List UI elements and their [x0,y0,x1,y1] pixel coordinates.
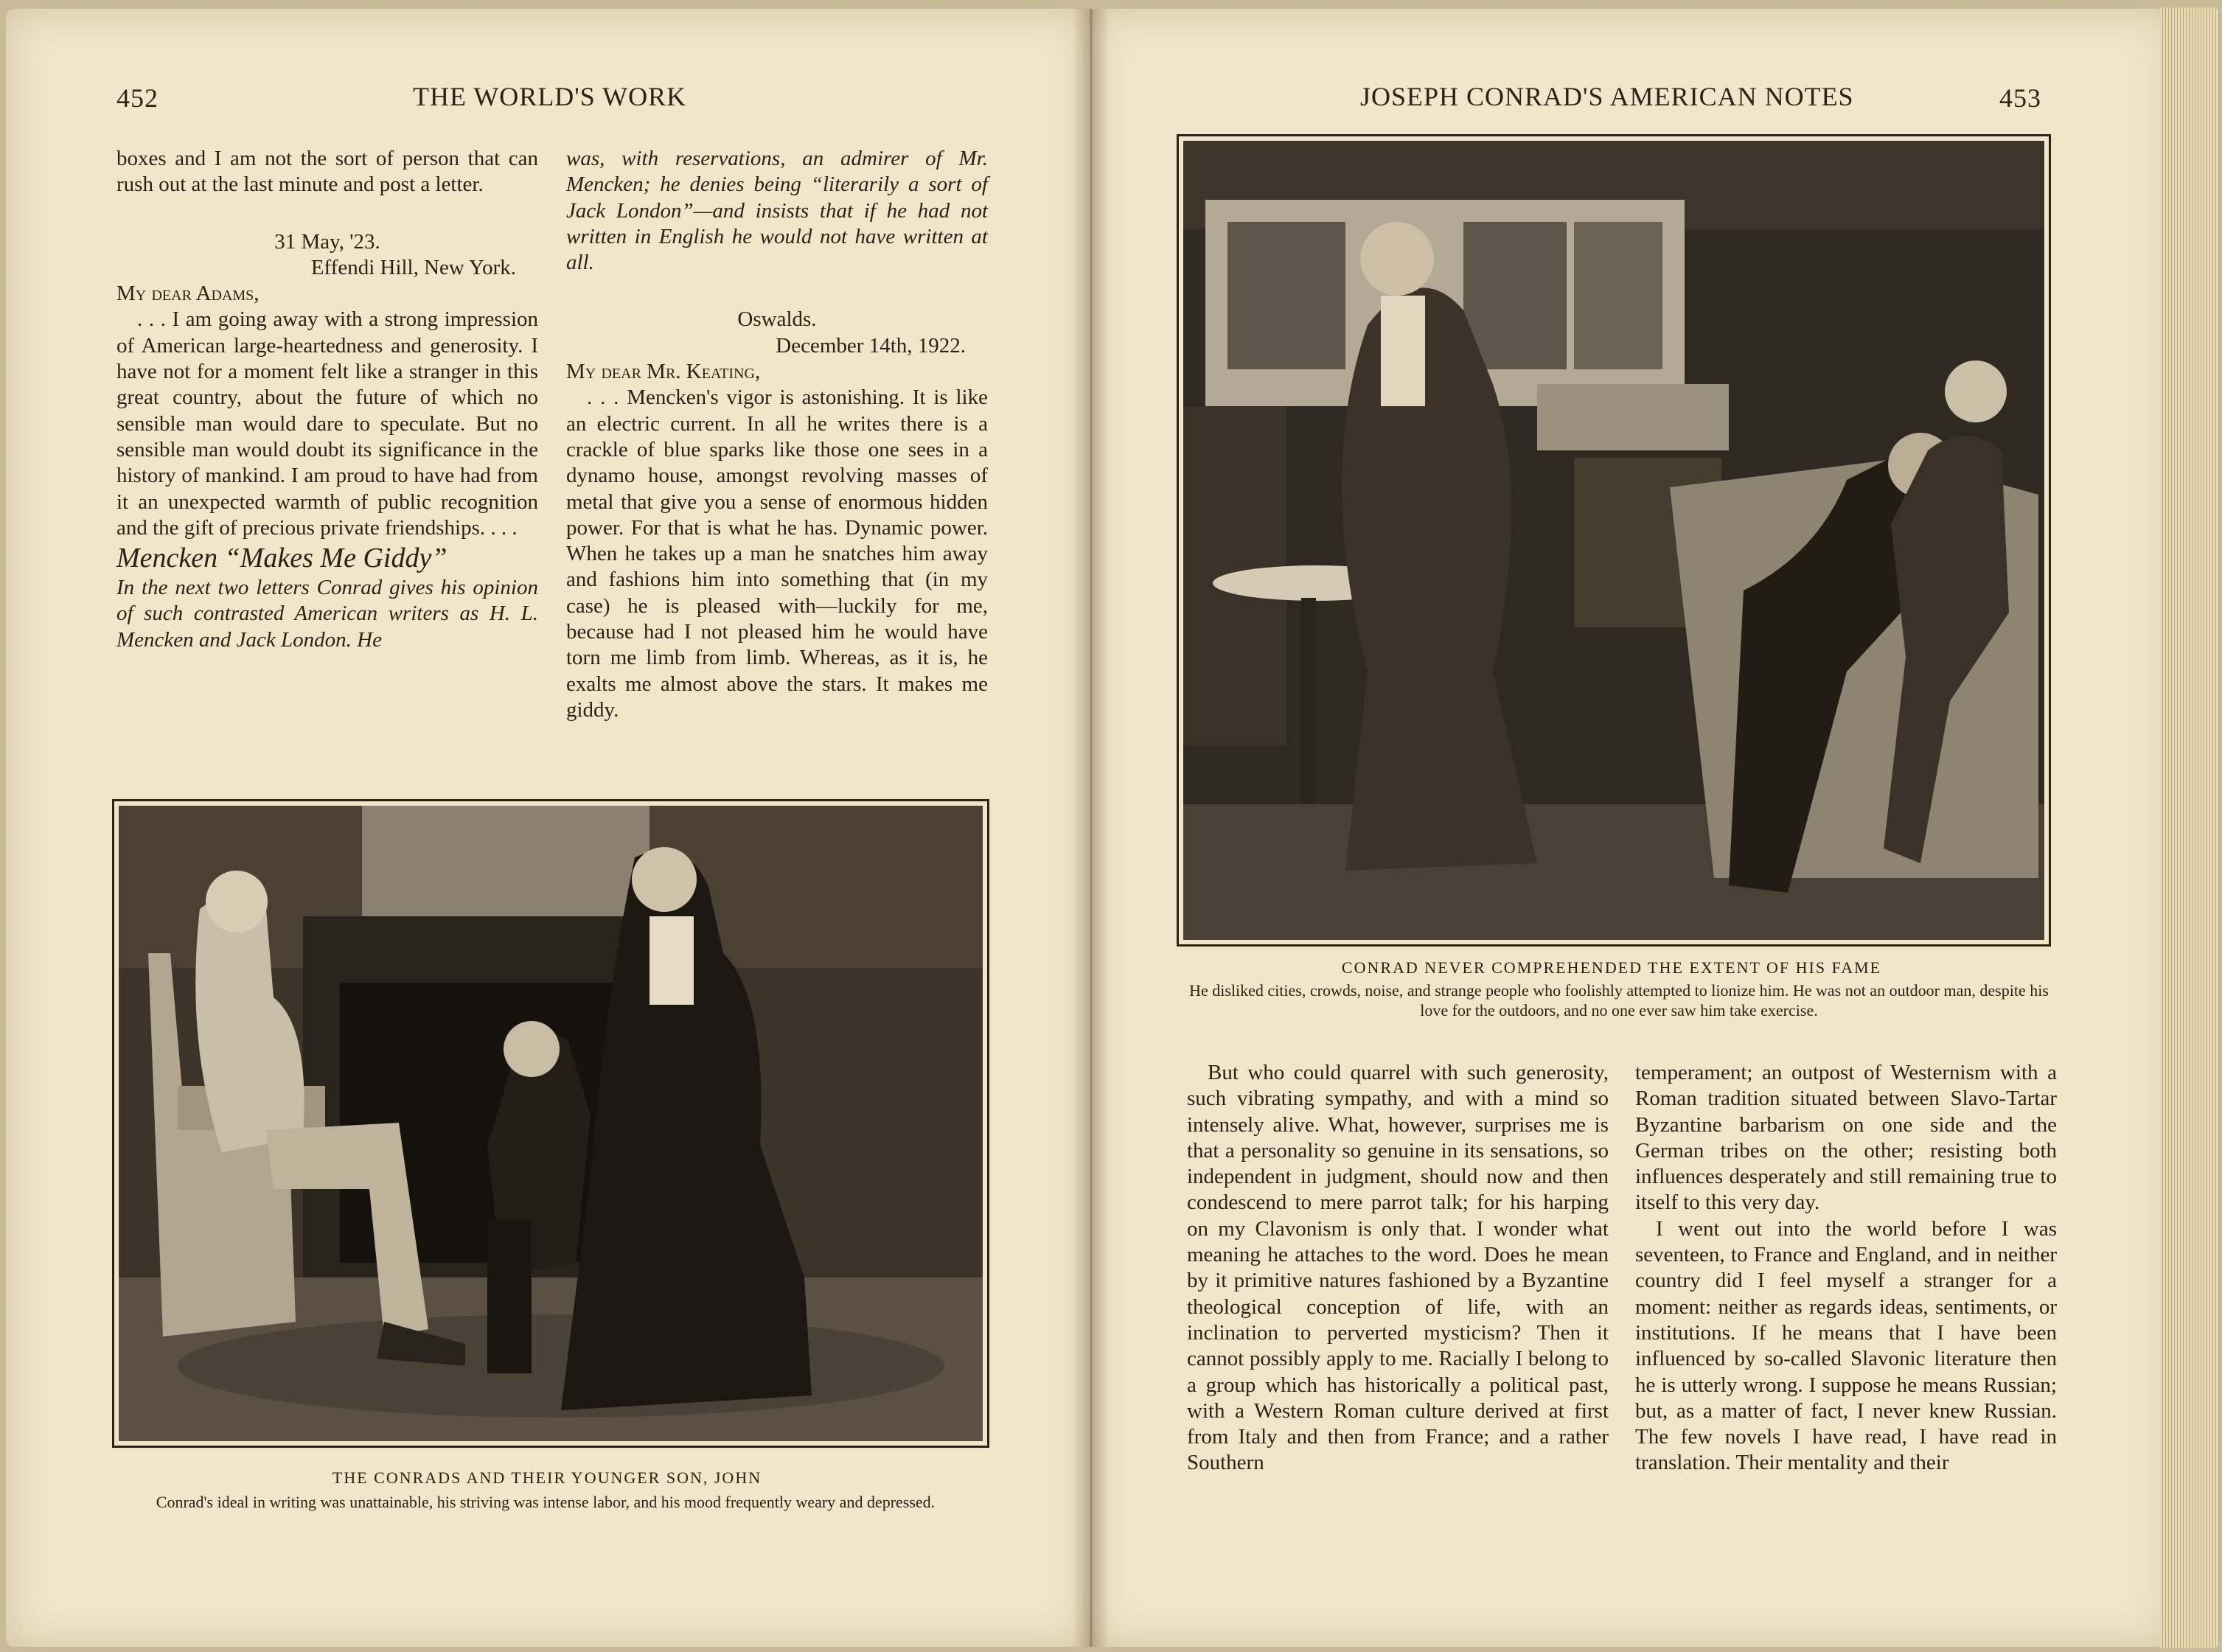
book-gutter [1073,9,1110,1647]
photo-image [1183,141,2044,940]
letter-date: 31 May, '23. [274,229,380,254]
right-column-2 [1635,1060,2057,1477]
running-head-left: THE WORLD'S WORK [413,82,687,111]
body-paragraph: I went out into the world before I was seventeen, to France and England, and in neither country did I feel myself a stranger for a moment: neither as regards ideas, sentiments, or institutions. If he means that I have been influenced by so-called Slavonic literature then he is utterly wrong. I suppose he means Russian; but, as a matter of fact, I never knew Russian. The few novels I have read, I have read in translation. Their mentality and their [1635,1216,2057,1475]
photo-image [119,806,983,1441]
letter-place: Effendi Hill, New York. [310,255,516,279]
page-number-left: 452 [116,83,159,113]
letter-body: . . . I am going away with a strong impression of American large-heartedness and generosity. I have not for a moment felt like a stranger in this great country, about the future of which no sensible man would dare to speculate. But no sensible man would doubt its significance in the history of mankind. I am proud to have had from it an unexpected warmth of public recognition and the gift of precious private friendships. . . . [116,307,538,540]
section-intro: In the next two letters Conrad gives his opinion of such contrasted American writers as H. L. Mencken and Jack London. He [116,576,538,652]
letter-salutation: My dear Mr. Keating, [566,360,761,384]
caption-text-right: He disliked cities, crowds, noise, and strange people who foolishly attempted to lionize him. He was not an outdoor man, despite his love for the outdoors, and no one ever saw him take exercise. [1189,981,2049,1020]
letter-place: Oswalds. [737,307,817,332]
running-head-right: JOSEPH CONRAD'S AMERICAN NOTES [1360,82,1854,111]
photo-conrad-home [1177,134,2051,947]
intro-continuation: was, with reservations, an admirer of Mr. Mencken; he denies being “literarily a sort of Jack London”—and insists that if he had not written in English he would not have written at all. [566,147,988,275]
body-paragraph: But who could quarrel with such generosity, such vibrating sympathy, and with a mind so intensely alive. What, however, surprises me is that a personality so genuine in its sensations, so independent in judgment, should now and then condescend to mere parrot talk; for his harping on my Clavonism is only that. I wonder what meaning he attaches to the word. Does he mean by it primitive natures fashioned by a Byzantine theological conception of life, with an inclination to perverted mysticism? Then it cannot possibly apply to me. Racially I belong to a group which has historically a political past, with a Western Roman culture derived at first from Italy and then from France; and a rather Southern [1187,1061,1609,1475]
page-number-right: 453 [1999,83,2041,113]
caption-title-left: THE CONRADS AND THEIR YOUNGER SON, JOHN [332,1468,762,1487]
left-column-1 [116,146,538,653]
left-column-2 [566,146,988,723]
caption-title-right: CONRAD NEVER COMPREHENDED THE EXTENT OF HIS FAME [1341,958,1882,977]
paragraph-continuation: boxes and I am not the sort of person that can rush out at the last minute and post a letter. [116,147,538,197]
letter-body: . . . Mencken's vigor is astonishing. It is like an electric current. In all he writes there is a crackle of blue sparks like those one sees in a dynamo house, amongst revolving masses of metal that give you a sense of enormous hidden power. For that is what he has. Dynamic power. When he takes up a man he snatches him away and fashions him into something that (in my case) he is pleased with—luckily for me, because had I not pleased him he would have torn me limb from limb. Whereas, as it is, he exalts me almost above the stars. It makes me giddy. [566,386,988,722]
page-edges [2160,7,2219,1648]
caption-text-left: Conrad's ideal in writing was unattainable, his striving was intense labor, and his mood frequently weary and depressed. [156,1493,936,1511]
letter-salutation: My dear Adams, [116,282,260,306]
section-heading: Mencken “Makes Me Giddy” [116,543,447,574]
body-paragraph: temperament; an outpost of Westernism with a Roman tradition situated between Slavo-Tartar Byzantine barbarism on one side and the German tribes on the other; resisting both influences desperately and still remaining true to itself to this very day. [1635,1061,2057,1215]
letter-date: December 14th, 1922. [776,333,966,358]
photo-conrad-family [112,799,989,1448]
right-column-1 [1187,1060,1609,1477]
